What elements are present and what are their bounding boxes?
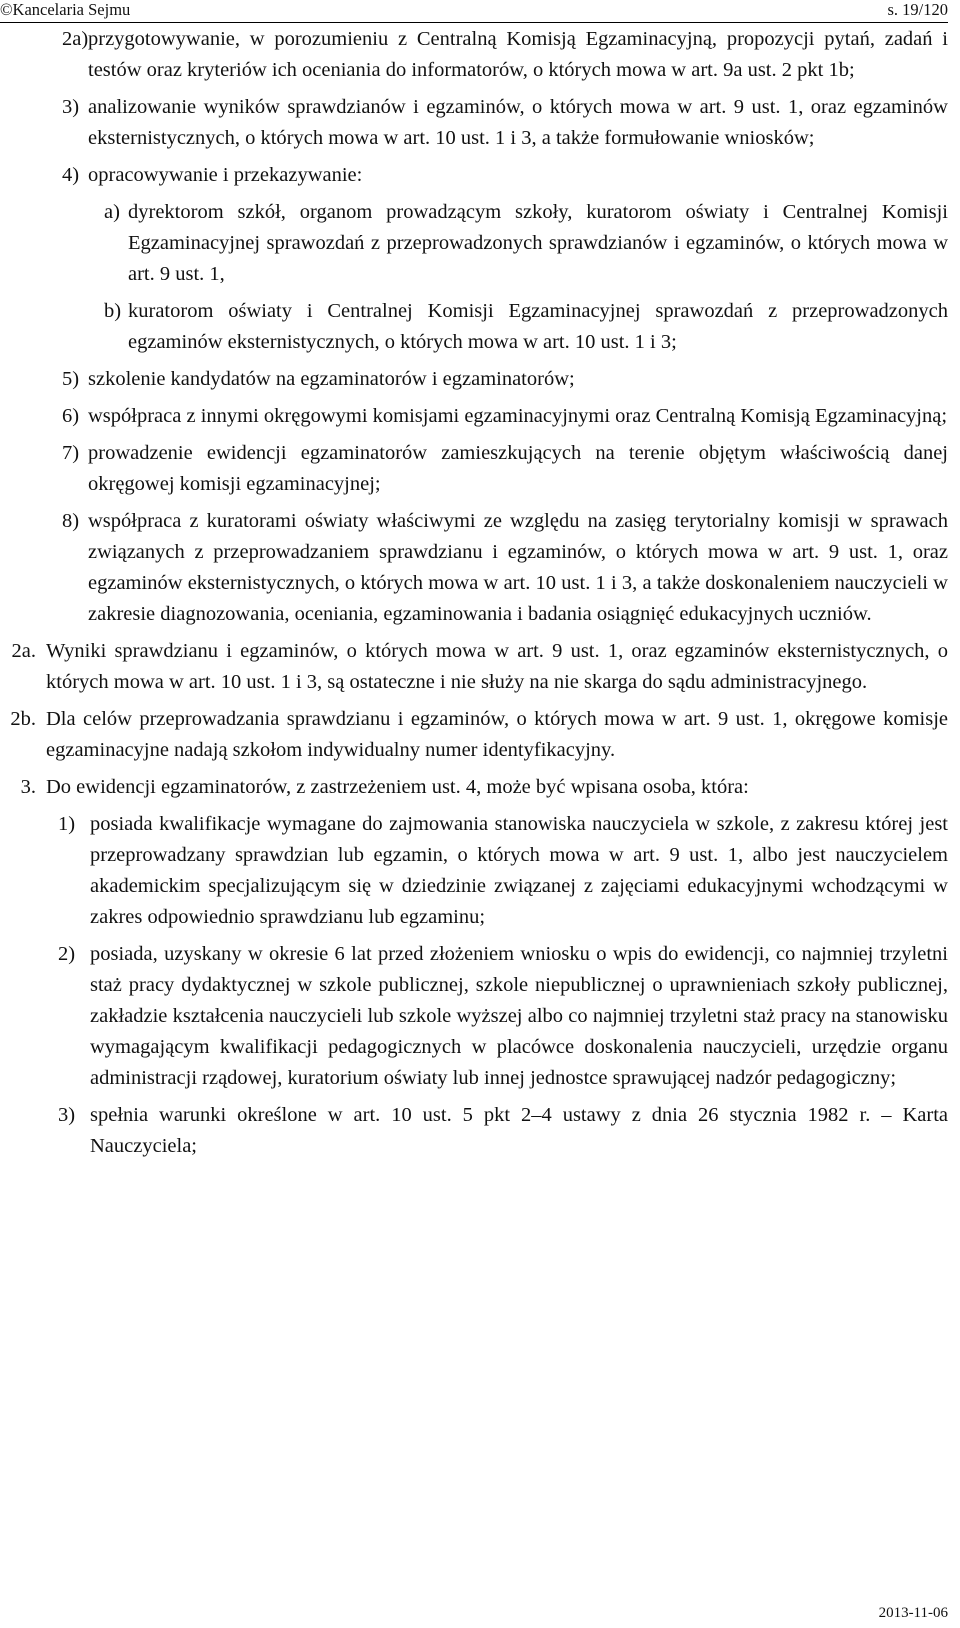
item-label: 7): [62, 442, 80, 464]
item-text: przygotowywanie, w porozumieniu z Centralną Komisją Egzaminacyjną, propozycji pytań, zadań i testów oraz kryteriów ich oceniania do informatorów, o których mowa w art. 9a ust. 2 pkt 1b;: [88, 28, 948, 81]
list-item-2a: [0, 24, 948, 86]
item-label: 1): [58, 813, 76, 835]
condition-item-1: [0, 809, 948, 933]
condition-item-2: [0, 939, 948, 1094]
condition-item-3: [0, 1100, 948, 1162]
item-label: b): [104, 300, 122, 322]
item-label: 3): [58, 1104, 76, 1126]
footer-date: 2013-11-06: [878, 1605, 948, 1621]
item-label: 4): [62, 164, 80, 186]
list-item-4: [0, 160, 948, 191]
item-text: współpraca z kuratorami oświaty właściwymi ze względu na zasięg terytorialny komisji w sprawach związanych z przeprowadzaniem sprawdzianu i egzaminów, o których mowa w art. 9 ust. 1, oraz egzaminów eksternistycznych, o których mowa w art. 10 ust. 1 i 3, a także doskonaleniem nauczycieli w zakresie diagnozowania, oceniania, egzaminowania i badania osiągnięć edukacyjnych uczniów.: [88, 510, 948, 625]
list-item-8: [0, 506, 948, 630]
paragraph-2b: [0, 704, 948, 766]
item-label: 5): [62, 368, 80, 390]
sublist-item-a: [0, 197, 948, 290]
paragraph-text: Wyniki sprawdzianu i egzaminów, o których mowa w art. 9 ust. 1, oraz egzaminów eksternistycznych, o których mowa w art. 10 ust. 1 i 3, są ostateczne i nie służy na nie skarga do sądu administracyjnego.: [46, 640, 948, 693]
item-label: 8): [62, 510, 80, 532]
document-body: [0, 24, 948, 1168]
item-text: posiada, uzyskany w okresie 6 lat przed złożeniem wniosku o wpis do ewidencji, co najmniej trzyletni staż pracy dydaktycznej w szkole publicznej, szkole niepublicznej o uprawnieniach szkoły publicznej, zakładzie kształcenia nauczycieli lub szkole wyższej albo co najmniej trzyletni staż pracy na stanowisku wymagającym kwalifikacji pedagogicznych w placówce doskonalenia nauczycieli, urzędzie organu administracji rządowej, kuratorium oświaty lub innej jednostce sprawującej nadzór pedagogiczny;: [90, 943, 948, 1089]
item-label: 2): [58, 943, 76, 965]
item-label: 3): [62, 96, 80, 118]
sublist-item-b: [0, 296, 948, 358]
page-header: [0, 0, 948, 23]
item-text: kuratorom oświaty i Centralnej Komisji Egzaminacyjnej sprawozdań z przeprowadzonych egzaminów eksternistycznych, o których mowa w art. 10 ust. 1 i 3;: [128, 300, 948, 353]
header-page-number: s. 19/120: [887, 0, 948, 19]
list-item-3: [0, 92, 948, 154]
item-text: posiada kwalifikacje wymagane do zajmowania stanowiska nauczyciela w szkole, z zakresu której jest przeprowadzany sprawdzian lub egzamin, o których mowa w art. 9 ust. 1, albo jest nauczycielem akademickim specjalizującym się w dziedzinie związanej z zajęciami edukacyjnymi wchodzącymi w zakres odpowiednio sprawdzianu lub egzaminu;: [90, 813, 948, 928]
item-text: spełnia warunki określone w art. 10 ust. 5 pkt 2–4 ustawy z dnia 26 stycznia 1982 r. – Karta Nauczyciela;: [90, 1104, 948, 1157]
item-text: opracowywanie i przekazywanie:: [88, 164, 363, 186]
paragraph-text: Dla celów przeprowadzania sprawdzianu i egzaminów, o których mowa w art. 9 ust. 1, okręgowe komisje egzaminacyjne nadają szkołom indywidualny numer identyfikacyjny.: [46, 708, 948, 761]
header-copyright: ©Kancelaria Sejmu: [0, 0, 131, 19]
list-item-5: [0, 364, 948, 395]
item-text: szkolenie kandydatów na egzaminatorów i egzaminatorów;: [88, 368, 575, 390]
paragraph-label: 3.: [20, 776, 36, 798]
item-label: a): [104, 201, 120, 223]
item-label: 2a): [62, 28, 89, 50]
paragraph-label: 2b.: [10, 708, 36, 730]
list-item-7: [0, 438, 948, 500]
paragraph-2a: [0, 636, 948, 698]
item-text: współpraca z innymi okręgowymi komisjami egzaminacyjnymi oraz Centralną Komisją Egzaminacyjną;: [88, 405, 948, 427]
item-text: dyrektorom szkół, organom prowadzącym szkoły, kuratorom oświaty i Centralnej Komisji Egzaminacyjnej sprawozdań z przeprowadzonych sprawdzianów i egzaminów, o których mowa w art. 9 ust. 1,: [128, 201, 948, 285]
paragraph-text: Do ewidencji egzaminatorów, z zastrzeżeniem ust. 4, może być wpisana osoba, która:: [46, 776, 749, 798]
paragraph-3: [0, 772, 948, 803]
paragraph-label: 2a.: [11, 640, 36, 662]
list-item-6: [0, 401, 948, 432]
item-label: 6): [62, 405, 80, 427]
item-text: prowadzenie ewidencji egzaminatorów zamieszkujących na terenie objętym właściwością danej okręgowej komisji egzaminacyjnej;: [88, 442, 948, 495]
item-text: analizowanie wyników sprawdzianów i egzaminów, o których mowa w art. 9 ust. 1, oraz egzaminów eksternistycznych, o których mowa w art. 10 ust. 1 i 3, a także formułowanie wniosków;: [88, 96, 948, 149]
